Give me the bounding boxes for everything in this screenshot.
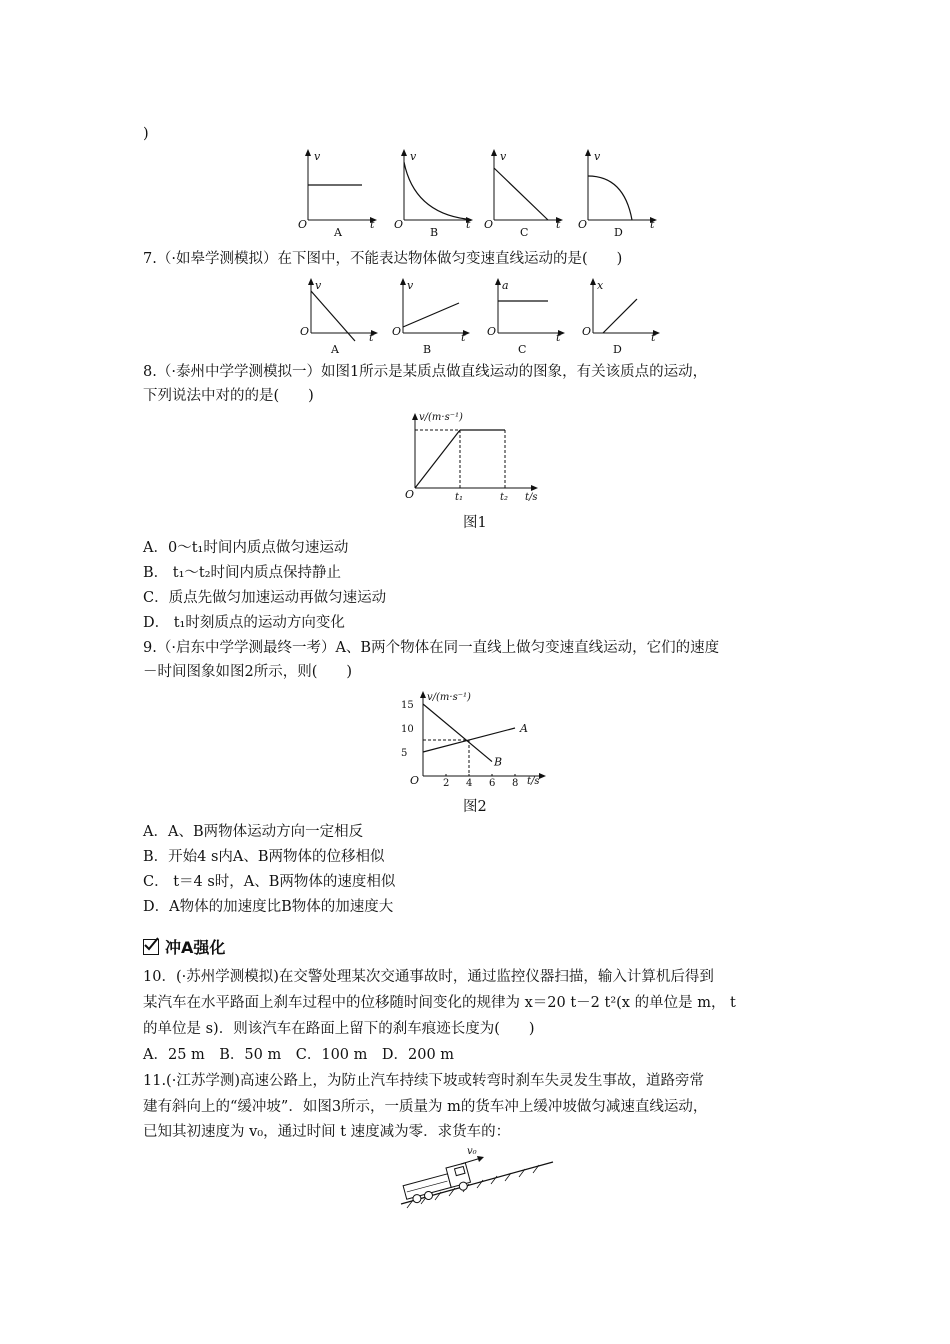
- q7b-xlabel: t: [461, 331, 466, 344]
- q9-ytick-15: 15: [401, 700, 414, 711]
- q7b-origin: O: [392, 325, 402, 338]
- q6b-curve: [404, 162, 466, 219]
- q6d-origin: O: [578, 218, 588, 231]
- q7-graph-d-svg: [582, 277, 665, 359]
- q7c-caption: C: [518, 343, 527, 356]
- q9-caption: 图2: [463, 799, 487, 815]
- q8-t2: t₂: [500, 492, 509, 503]
- q6a-ylabel: v: [314, 150, 321, 163]
- q6c-origin: O: [484, 218, 494, 231]
- section-header: [143, 935, 225, 958]
- q6c-caption: C: [520, 226, 529, 239]
- q6-graph-a-svg: [300, 148, 380, 240]
- q6-graph-a: [300, 148, 380, 240]
- q7d-caption: D: [613, 343, 622, 356]
- q9-ytick-10: 10: [401, 724, 414, 735]
- q6-graph-d-svg: [580, 148, 660, 240]
- q9-label-b: B: [494, 755, 503, 769]
- q9-label-a: A: [520, 722, 528, 735]
- q8-figure-svg: [403, 410, 563, 510]
- q6a-origin: O: [298, 218, 308, 231]
- q6-tail: ): [143, 126, 149, 142]
- q7b-caption: B: [423, 343, 432, 356]
- q9-xtick-4: 4: [466, 778, 473, 789]
- q6c-curve: [494, 168, 548, 220]
- q8-t1: t₁: [455, 492, 464, 503]
- q6-graph-b-svg: [396, 148, 476, 240]
- q6-graph-c-svg: [486, 148, 566, 240]
- q9-option-a: A．A、B两物体运动方向一定相反: [143, 824, 364, 840]
- q7a-ylabel: v: [315, 279, 322, 292]
- q7d-xlabel: t: [651, 331, 656, 344]
- q7-graph-a: [300, 277, 383, 359]
- q7-graph-b: [392, 277, 475, 359]
- q7-graph-a-svg: [300, 277, 383, 359]
- q6c-ylabel: v: [500, 150, 507, 163]
- q9-figure: [393, 688, 563, 788]
- q10-line2: 某汽车在水平路面上刹车过程中的位移随时间变化的规律为 x＝20 t－2 t²(x 的单位是 m， t: [143, 995, 736, 1011]
- q8-origin: O: [405, 488, 415, 501]
- q6d-curve: [588, 176, 632, 220]
- q7d-ylabel: x: [597, 279, 604, 292]
- q8-line1: 8.（·泰州中学学测模拟一）如图1所示是某质点做直线运动的图象，有关该质点的运动，: [143, 364, 708, 380]
- truck-icon: [402, 1163, 472, 1205]
- q10-line3: 的单位是 s)．则该汽车在路面上留下的刹车痕迹长度为( ): [143, 1021, 535, 1037]
- q9-xlabel: t/s: [527, 776, 540, 787]
- q9-option-d: D．A物体的加速度比B物体的加速度大: [143, 899, 394, 915]
- q6b-caption: B: [430, 226, 439, 239]
- q7-graph-c-svg: [487, 277, 570, 359]
- q6a-caption: A: [334, 226, 342, 239]
- q6c-xlabel: t: [556, 218, 561, 231]
- q9-ytick-5: 5: [401, 748, 408, 759]
- q6-graph-c: [486, 148, 566, 240]
- q7c-ylabel: a: [502, 279, 509, 292]
- q7b-ylabel: v: [407, 279, 414, 292]
- q11-line1: 11.(·江苏学测)高速公路上，为防止汽车持续下坡或转弯时刹车失灵发生事故，道路旁常: [143, 1073, 704, 1089]
- q9-chart-svg: [393, 688, 563, 788]
- q11-figure-svg: [393, 1140, 563, 1210]
- q9-option-b: B．开始4 s内A、B两物体的位移相似: [143, 849, 385, 865]
- q8-ylabel: v/(m·s⁻¹): [419, 412, 463, 423]
- q7-graph-c: [487, 277, 570, 359]
- q7a-xlabel: t: [369, 331, 374, 344]
- q9-line1: 9.（·启东中学学测最终一考）A、B两个物体在同一直线上做匀变速直线运动，它们的速度: [143, 640, 720, 656]
- q7a-caption: A: [331, 343, 339, 356]
- q10-line1: 10．(·苏州学测模拟)在交警处理某次交通事故时，通过监控仪器扫描，输入计算机后得到: [143, 969, 714, 985]
- q6b-xlabel: t: [466, 218, 471, 231]
- q6b-ylabel: v: [410, 150, 417, 163]
- q7b-curve: [403, 303, 459, 327]
- q9-series-B: [423, 704, 492, 762]
- q6d-xlabel: t: [650, 218, 655, 231]
- checkmark-icon: [143, 939, 159, 955]
- q11-line3: 已知其初速度为 v₀，通过时间 t 速度减为零．求货车的：: [143, 1124, 511, 1140]
- q9-ylabel: v/(m·s⁻¹): [427, 692, 471, 703]
- q9-line2: －时间图象如图2所示，则( ): [143, 664, 353, 680]
- section-title: 冲A强化: [165, 938, 226, 957]
- q8-caption: 图1: [463, 515, 487, 531]
- q11-figure: [393, 1140, 563, 1210]
- q9-origin: O: [410, 774, 420, 787]
- q7c-origin: O: [487, 325, 497, 338]
- q9-series-A: [423, 728, 515, 752]
- q10-options: A．25 m B．50 m C．100 m D．200 m: [143, 1047, 455, 1063]
- q8-option-d: D． t₁时刻质点的运动方向变化: [143, 615, 345, 631]
- q7d-curve: [603, 299, 637, 333]
- q6a-xlabel: t: [370, 218, 375, 231]
- q9-xtick-2: 2: [443, 778, 450, 789]
- q7c-xlabel: t: [556, 331, 561, 344]
- q11-line2: 建有斜向上的“缓冲坡”．如图3所示，一质量为 m的货车冲上缓冲坡做匀减速直线运动，: [143, 1099, 708, 1115]
- q7-graph-d: [582, 277, 665, 359]
- q6-graph-b: [396, 148, 476, 240]
- q9-option-c: C． t＝4 s时，A、B两物体的速度相似: [143, 874, 396, 890]
- v0-label: v₀: [467, 1146, 477, 1157]
- q8-figure: [403, 410, 563, 510]
- q8-accel-line: [415, 430, 460, 488]
- q9-xtick-8: 8: [512, 778, 519, 789]
- q6d-ylabel: v: [594, 150, 601, 163]
- q7-text: 7.（·如皋学测模拟）在下图中，不能表达物体做匀变速直线运动的是( ): [143, 251, 623, 267]
- q8-xlabel: t/s: [525, 492, 538, 503]
- q7-graph-b-svg: [392, 277, 475, 359]
- q8-option-a: A．0～t₁时间内质点做匀速运动: [143, 540, 349, 556]
- q8-option-b: B． t₁～t₂时间内质点保持静止: [143, 565, 342, 581]
- q6-graph-d: [580, 148, 660, 240]
- q7d-origin: O: [582, 325, 592, 338]
- q9-xtick-6: 6: [489, 778, 496, 789]
- q7a-origin: O: [300, 325, 310, 338]
- q6d-caption: D: [614, 226, 623, 239]
- q8-option-c: C．质点先做匀加速运动再做匀速运动: [143, 590, 387, 606]
- q8-line2: 下列说法中对的的是( ): [143, 388, 314, 404]
- q6b-origin: O: [394, 218, 404, 231]
